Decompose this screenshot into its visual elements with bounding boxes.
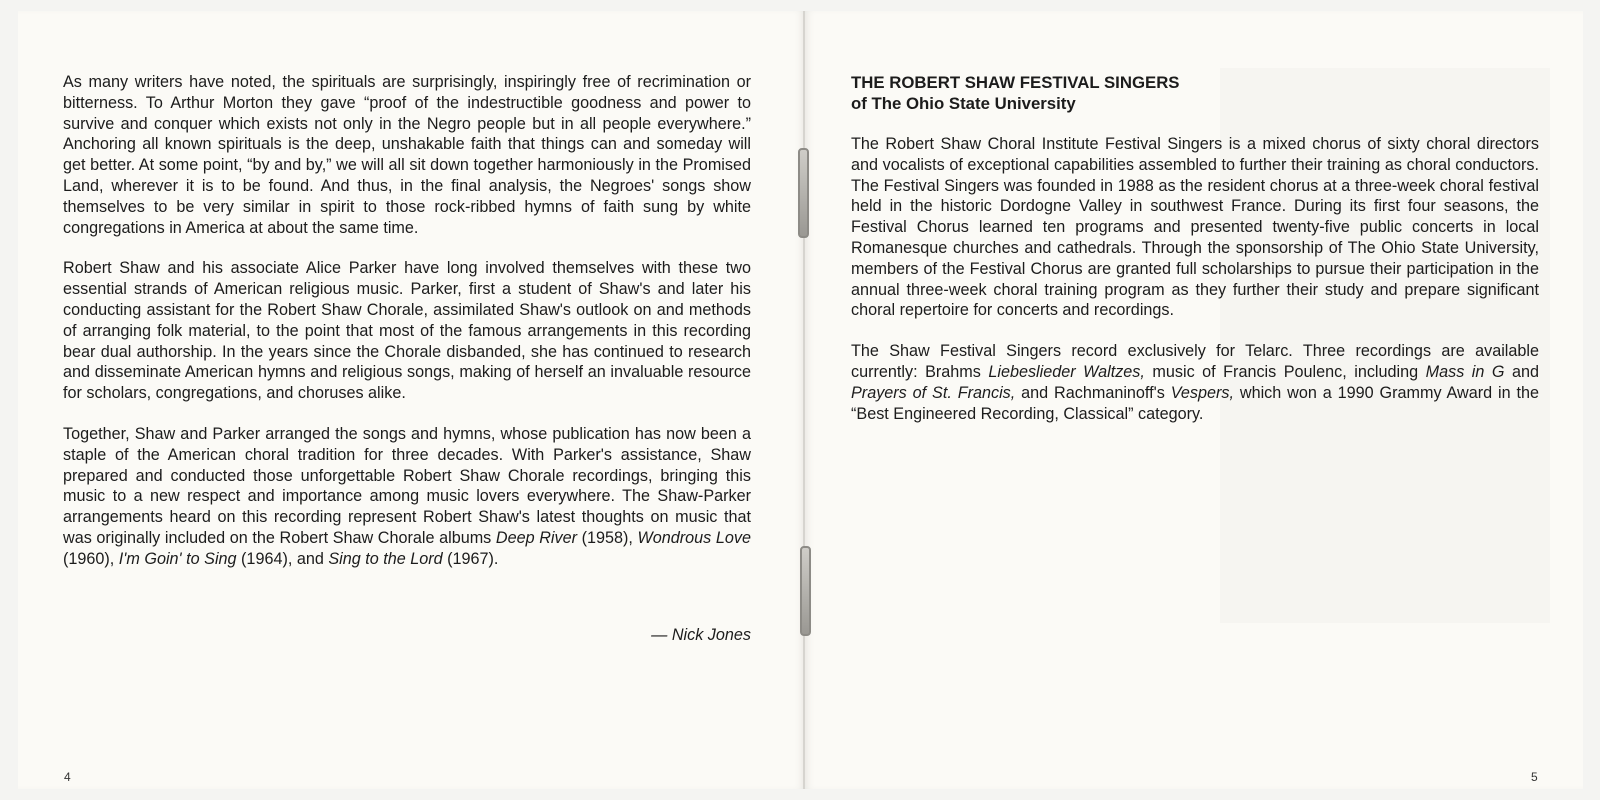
text-run: (1960), — [63, 549, 119, 568]
left-page-body — [63, 72, 751, 590]
author-signature: — Nick Jones — [651, 626, 751, 644]
work-title-vespers: Vespers, — [1170, 383, 1234, 402]
heading-line-1: THE ROBERT SHAW FESTIVAL SINGERS — [851, 73, 1180, 92]
staple-top — [798, 148, 809, 238]
right-page-body — [851, 134, 1539, 444]
paragraph-shaw-parker: Robert Shaw and his associate Alice Parker have long involved themselves with these two essential strands of American religious music. Parker, first a student of Shaw's and later his conducting assistant for the Robert Shaw Chorale, assimilated Shaw's outlook on and methods of arranging folk material, to the point that most of the famous arrangements in this recording bear dual authorship. In the years since the Chorale disbanded, she has continued to research and disseminate American hymns and religious songs, making of herself an invaluable resource for scholars, congregations, and choruses alike. — [63, 259, 751, 403]
work-title-mass-in-g: Mass in G — [1425, 362, 1505, 381]
text-run: (1958), — [576, 528, 638, 547]
album-title-sing-to-the-lord: Sing to the Lord — [328, 549, 443, 568]
staple-bottom — [800, 546, 811, 636]
text-run: which won a 1990 Grammy Award in the “Best Engineered Recording, Classical” category. — [851, 383, 1539, 423]
text-run: and Rachmaninoff's — [1015, 383, 1171, 402]
section-heading — [851, 72, 1539, 114]
text-run: (1967). — [442, 549, 499, 568]
booklet-gutter — [803, 11, 805, 789]
text-run: The Shaw Festival Singers record exclusively for Telarc. Three recordings are available currently: Brahms — [851, 342, 1539, 381]
work-title-prayers-of-st-francis: Prayers of St. Francis, — [851, 383, 1016, 402]
album-title-im-goin-to-sing: I'm Goin' to Sing — [118, 549, 237, 568]
paragraph-arrangements — [63, 424, 751, 570]
text-run: Together, Shaw and Parker arranged the songs and hymns, whose publication has now been a staple of the American choral tradition for three decades. With Parker's assistance, Shaw prepared and conducted those unforgettable Robert Shaw Chorale recordings, bringing this music to a new respect and importance among music lovers everywhere. The Shaw-Parker arrangements heard on this recording represent Robert Shaw's latest thoughts on music that was originally included on the Robert Shaw Chorale albums — [63, 424, 751, 547]
album-title-deep-river: Deep River — [495, 528, 577, 547]
text-run: and — [1504, 362, 1539, 381]
text-run: music of Francis Poulenc, including — [1144, 362, 1426, 381]
paragraph-festival-singers: The Robert Shaw Choral Institute Festival Singers is a mixed chorus of sixty choral directors and vocalists of exceptional capabilities assembled to further their training as choral conductors. The Festival Singers was founded in 1988 as the resident chorus at a three-week choral festival held in the historic Dordogne Valley in southwest France. During its first four seasons, the Festival Chorus learned ten programs and presented twenty-five public concerts in local Romanesque churches and cathedrals. Through the sponsorship of The Ohio State University, members of the Festival Chorus are granted full scholarships to pursue their participation in the annual three-week choral training program as they further their study and prepare significant choral repertoire for concerts and recordings. — [851, 135, 1539, 320]
paragraph-recordings — [851, 341, 1539, 424]
work-title-liebeslieder-waltzes: Liebeslieder Waltzes, — [988, 362, 1145, 381]
page-number-right: 5 — [1531, 770, 1538, 784]
page-number-left: 4 — [64, 770, 71, 784]
text-run: (1964), and — [236, 549, 329, 568]
album-title-wondrous-love: Wondrous Love — [637, 528, 751, 547]
heading-line-2: of The Ohio State University — [851, 94, 1076, 113]
paragraph-spirituals: As many writers have noted, the spirituals are surprisingly, inspiringly free of recrimination or bitterness. To Arthur Morton they gave “proof of the indestructible goodness and power to survive and conquer which exists not only in the Negro people but in all people everywhere.” Anchoring all known spirituals is the deep, unshakable faith that things can and someday will get better. At some point, “by and by,” we will all sit down together harmoniously in the Promised Land, wherever it is to be found. And thus, in the final analysis, the Negroes' songs show themselves to be very similar in spirit to those rock-ribbed hymns of faith sung by white congregations in America at about the same time. — [63, 73, 751, 237]
